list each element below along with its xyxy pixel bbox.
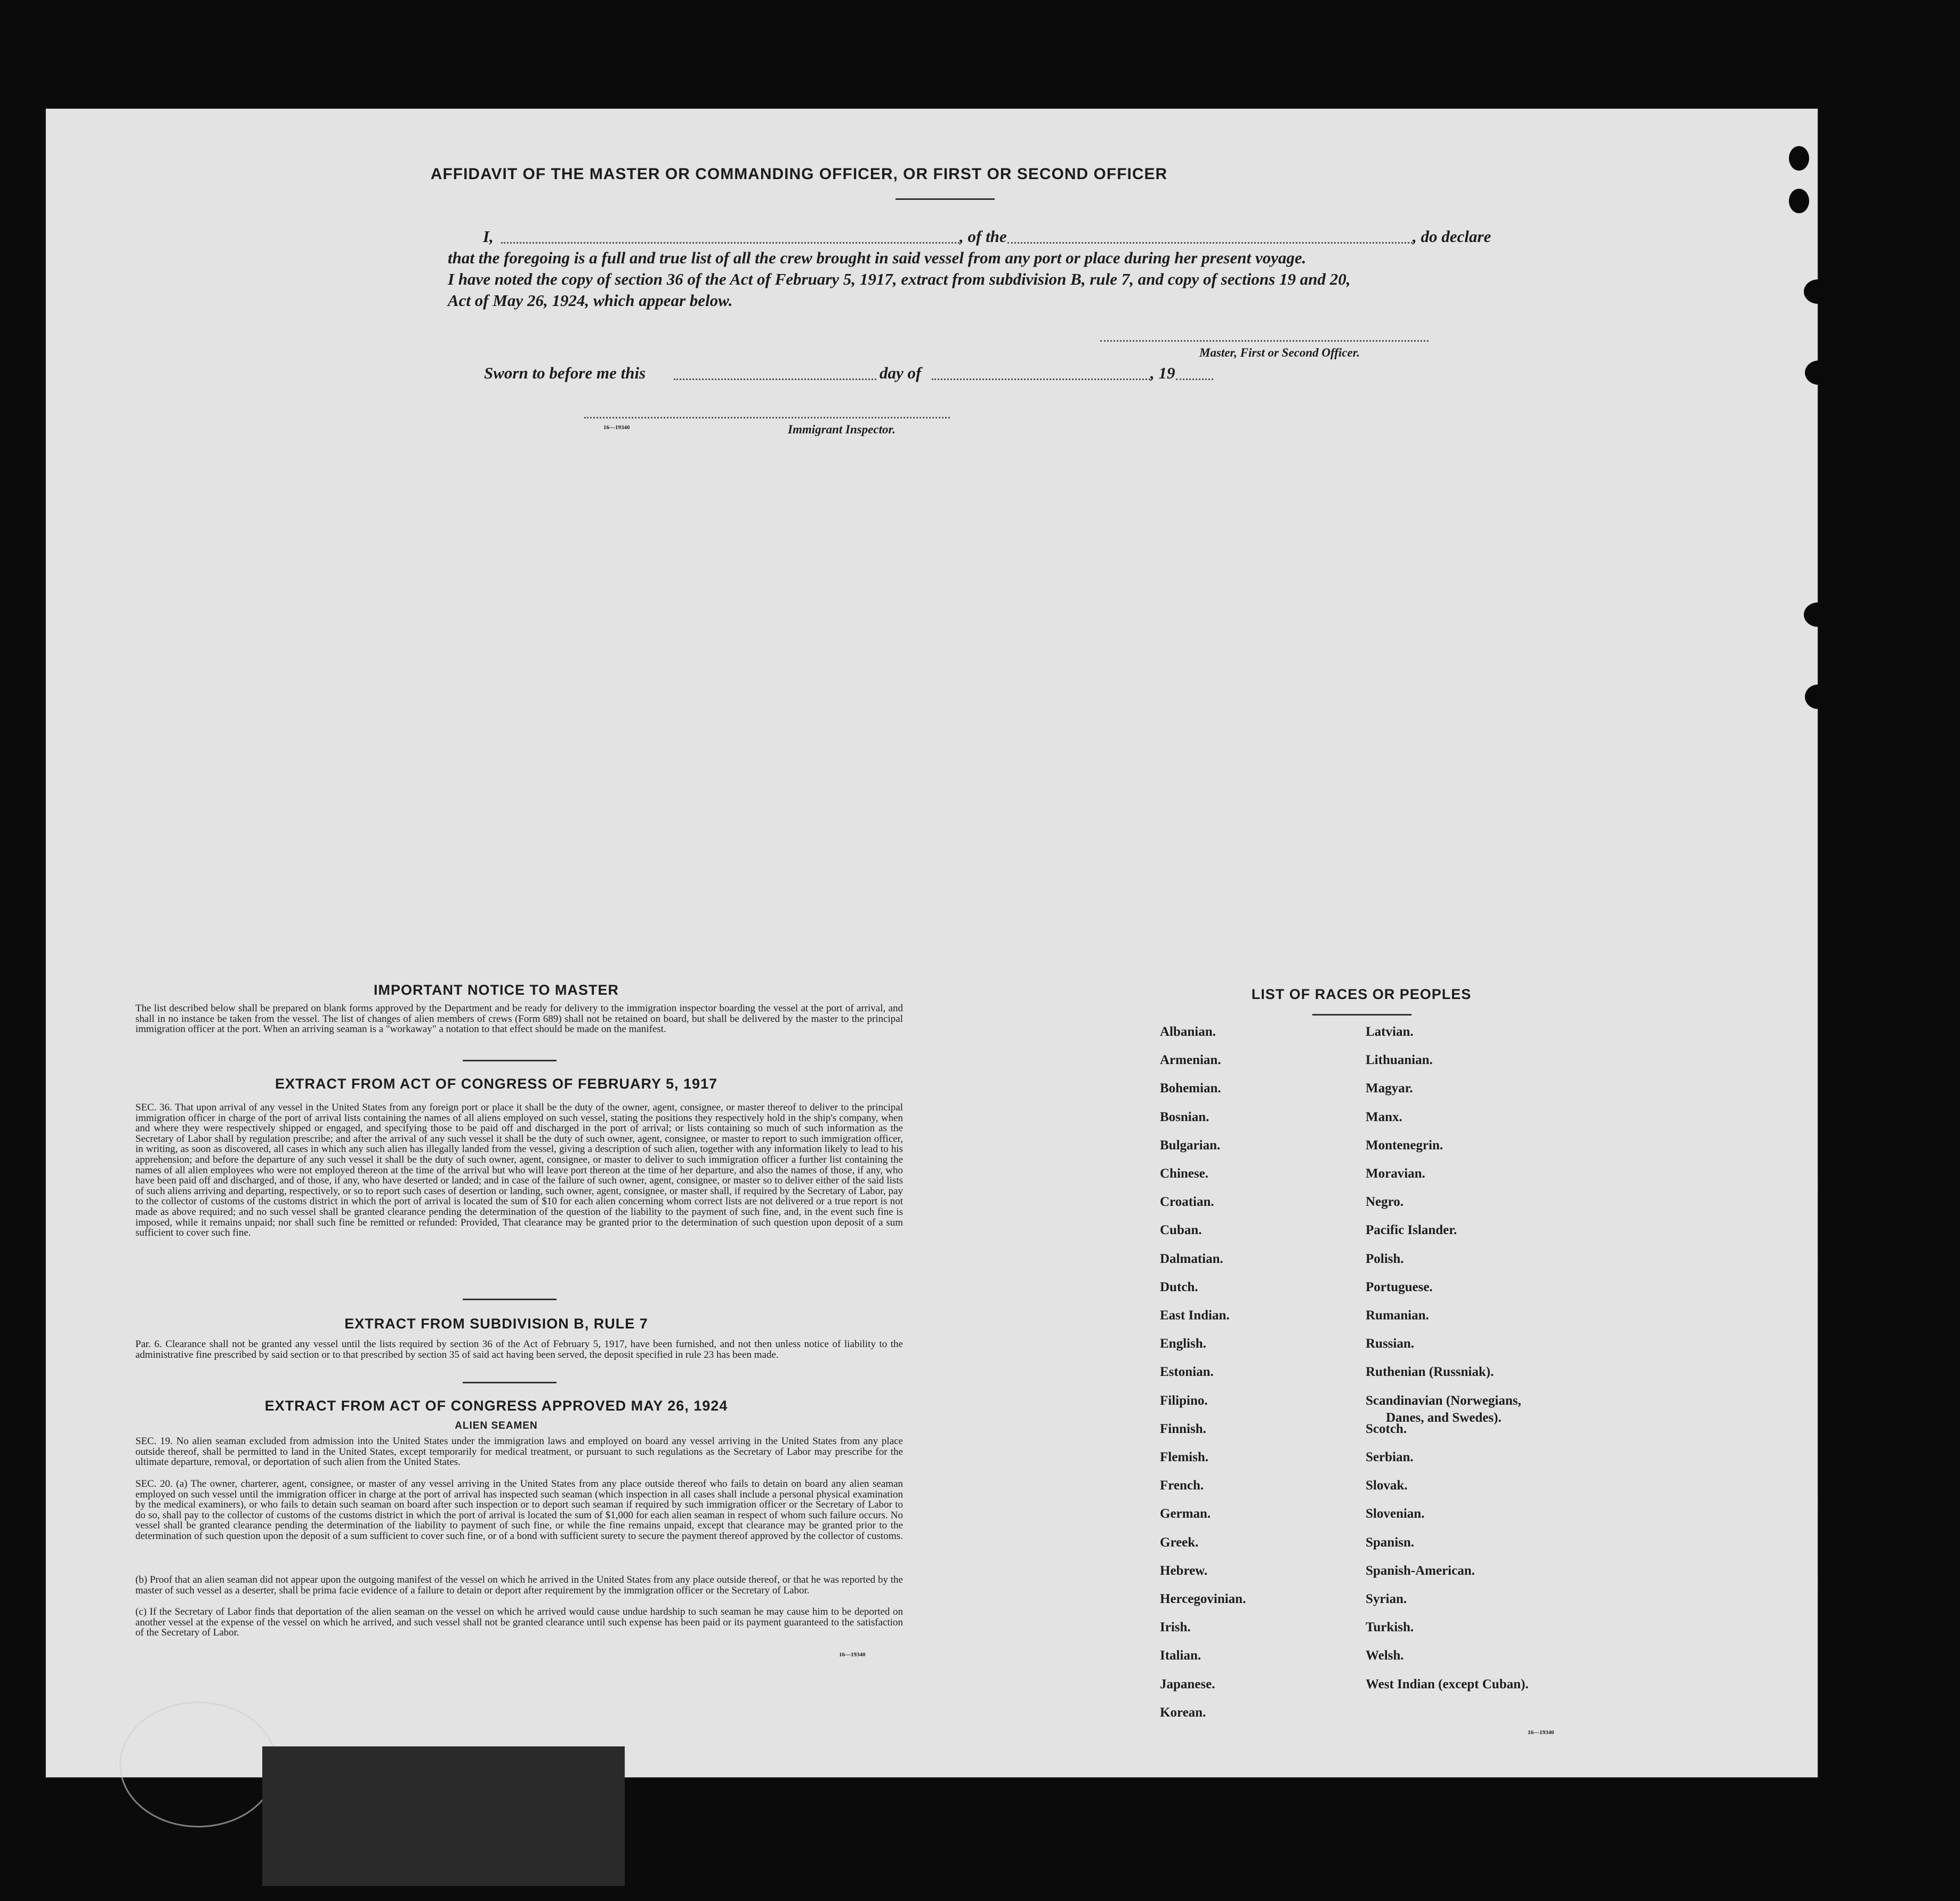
race-entry: Latvian.	[1366, 1025, 1414, 1039]
race-entry: Moravian.	[1366, 1166, 1425, 1181]
binder-hole	[1804, 602, 1833, 627]
race-entry: Korean.	[1160, 1705, 1206, 1720]
race-entry: Bohemian.	[1160, 1081, 1221, 1096]
binder-hole	[1805, 360, 1834, 385]
inspector-caption: Immigrant Inspector.	[788, 423, 896, 436]
race-entry: Portuguese.	[1366, 1279, 1433, 1294]
section-rule	[463, 1382, 556, 1383]
race-entry: Negro.	[1366, 1195, 1404, 1210]
race-entry: Estonian.	[1160, 1365, 1214, 1380]
race-entry: Scotch.	[1366, 1421, 1407, 1436]
affidavit-line-3: Act of May 26, 1924, which appear below.	[448, 291, 733, 310]
binder-hole	[1789, 189, 1809, 213]
race-entry: German.	[1160, 1507, 1211, 1521]
sec-20a-text: SEC. 20. (a) The owner, charterer, agent, consignee, or master of any vessel arriving in the United States from any place outside thereof who fails to detain on board any alien seaman employed on such vessel until the immigration officer in charge at the port of arrival has inspected such seaman (which inspection in all cases shall include a personal physical examination by the medical examiners), or who fails to detain such seaman on board after such inspection or to deport such seaman if required by such immigration officer or the Secretary of Labor to do so, shall pay to the collector of customs of the customs district in which the port of arrival is located the sum of $1,000 for each alien seaman in respect of whom such failure occurs. No vessel shall be granted clearance pending the determination of the liability to payment of such fine, or while the fine remains unpaid, except that clearance may be granted prior to the determination of such question upon the deposit of a sum sufficient to cover such fine, or of a bond with sufficient surety to secure the payment thereof approved by the collector of customs.	[135, 1478, 903, 1542]
race-entry: Spanish-American.	[1366, 1563, 1475, 1578]
extract-1917-title: EXTRACT FROM ACT OF CONGRESS OF FEBRUARY 5, 1917	[275, 1076, 718, 1092]
race-entry: Albanian.	[1160, 1025, 1216, 1039]
do-declare-label: , do declare	[1413, 227, 1491, 246]
race-entry: Bulgarian.	[1160, 1138, 1221, 1153]
races-title-rule	[1312, 1014, 1411, 1016]
year-blank	[1176, 378, 1213, 380]
embossed-seal	[119, 1702, 277, 1827]
race-entry: Armenian.	[1160, 1053, 1221, 1068]
race-entry: Slovak.	[1366, 1478, 1408, 1493]
race-entry: Irish.	[1160, 1620, 1191, 1635]
race-entry: Bosnian.	[1160, 1109, 1209, 1124]
affiant-name-blank	[501, 242, 959, 244]
sworn-month-blank	[932, 378, 1150, 380]
signature-caption: Master, First or Second Officer.	[1199, 346, 1360, 359]
extract-1924-title: EXTRACT FROM ACT OF CONGRESS APPROVED MAY 26, 1924	[264, 1398, 728, 1414]
race-entry: Slovenian.	[1366, 1507, 1425, 1521]
race-entry: Croatian.	[1160, 1195, 1214, 1210]
race-entry: Flemish.	[1160, 1450, 1208, 1464]
race-entry: English.	[1160, 1336, 1206, 1351]
subdivision-title: EXTRACT FROM SUBDIVISION B, RULE 7	[344, 1316, 648, 1332]
day-of-label: day of	[880, 364, 922, 382]
section-rule	[463, 1060, 556, 1061]
document-page	[45, 108, 1819, 1778]
race-entry: Finnish.	[1160, 1421, 1206, 1436]
binder-hole	[1789, 146, 1809, 171]
race-entry: Italian.	[1160, 1648, 1201, 1663]
affiant-label: I,	[483, 227, 494, 246]
race-entry: Hercegovinian.	[1160, 1592, 1246, 1606]
of-the-label: , of the	[959, 227, 1007, 246]
subdivision-body: Par. 6. Clearance shall not be granted any vessel until the lists required by section 36 of the Act of February 5, 1917, have been furnished, and not then unless notice of liability to the administrative fine prescribed by said section or to that prescribed by section 35 of said act having been served, the deposit specified in rule 23 has been made.	[135, 1339, 903, 1360]
race-entry: Lithuanian.	[1366, 1053, 1433, 1068]
race-entry: Ruthenian (Russniak).	[1366, 1365, 1494, 1380]
race-entry: Hebrew.	[1160, 1563, 1208, 1578]
sec-19-text: SEC. 19. No alien seaman excluded from admission into the United States under the immigration laws and employed on board any vessel arriving in the United States from any place outside thereof, shall be permitted to land in the United States, except temporarily for medical treatment, or pursuant to such regulations as the Secretary of Labor may prescribe for the ultimate departure, removal, or deportation of such alien from the United States.	[135, 1436, 903, 1468]
race-entry: Cuban.	[1160, 1223, 1202, 1238]
race-entry: Filipino.	[1160, 1393, 1208, 1408]
binder-hole	[1819, 1252, 1839, 1276]
races-title: LIST OF RACES OR PEOPLES	[1251, 986, 1472, 1002]
notice-body: The list described below shall be prepared on blank forms approved by the Department and be ready for delivery to the immigration inspector boarding the vessel at the port of arrival, and shall in no instance be taken from the vessel. The list of changes of alien members of crews (Form 689) shall not be retained on board, but shall be delivered by the master to the principal immigration officer at the port. When an arriving seaman is a "workaway" a notation to that effect should be made on the manifest.	[135, 1003, 903, 1035]
race-entry: Montenegrin.	[1366, 1138, 1443, 1153]
race-entry: Dalmatian.	[1160, 1251, 1223, 1266]
binder-hole	[1804, 279, 1833, 304]
form-code: 16—19340	[839, 1652, 866, 1658]
affidavit-line-1: that the foregoing is a full and true list of all the crew brought in said vessel from any port or place during her present voyage.	[448, 248, 1306, 267]
race-entry: Japanese.	[1160, 1677, 1215, 1691]
race-entry: Serbian.	[1366, 1450, 1414, 1464]
inspector-signature-blank	[584, 417, 950, 418]
affidavit-title: AFFIDAVIT OF THE MASTER OR COMMANDING OFFICER, OR FIRST OR SECOND OFFICER	[430, 165, 1168, 183]
race-entry: East Indian.	[1160, 1308, 1230, 1323]
form-code: 16—19340	[1528, 1729, 1554, 1736]
section-rule	[463, 1299, 556, 1300]
affidavit-line-2: I have noted the copy of section 36 of the Act of February 5, 1917, extract from subdivision B, rule 7, and copy of sections 19 and 20,	[448, 270, 1351, 288]
race-entry: Greek.	[1160, 1535, 1199, 1550]
alien-seamen-subtitle: ALIEN SEAMEN	[455, 1420, 538, 1431]
vessel-name-blank	[1007, 242, 1413, 244]
race-entry: Syrian.	[1366, 1592, 1407, 1606]
binder-hole	[1819, 1568, 1839, 1593]
race-entry: Russian.	[1366, 1336, 1415, 1351]
race-entry: West Indian (except Cuban).	[1366, 1677, 1529, 1691]
race-entry: Scandinavian (Norwegians,	[1366, 1393, 1521, 1408]
notice-title: IMPORTANT NOTICE TO MASTER	[374, 982, 619, 998]
race-entry: Polish.	[1366, 1251, 1404, 1266]
race-entry: Rumanian.	[1366, 1308, 1429, 1323]
form-code: 16—19340	[603, 424, 630, 431]
race-entry: Spanisn.	[1366, 1535, 1415, 1550]
race-entry: Pacific Islander.	[1366, 1223, 1457, 1238]
race-entry: Magyar.	[1366, 1081, 1413, 1096]
binder-hole	[1805, 684, 1832, 709]
sworn-label: Sworn to before me this	[484, 364, 646, 382]
binder-hole	[1819, 1489, 1839, 1514]
year-label: , 19	[1150, 364, 1175, 382]
race-entry: Danes, and Swedes).	[1386, 1410, 1502, 1425]
sec-20b-text: (b) Proof that an alien seaman did not appear upon the outgoing manifest of the vessel on which he arrived in the United States from any place outside thereof, or that he was reported by the master of such vessel as a deserter, shall be prima facie evidence of a failure to detain or deport after requirement by the immigration officer or the Secretary of Labor.	[135, 1574, 903, 1596]
race-entry: Chinese.	[1160, 1166, 1208, 1181]
race-entry: Turkish.	[1366, 1620, 1414, 1635]
race-entry: French.	[1160, 1478, 1204, 1493]
race-entry: Dutch.	[1160, 1279, 1198, 1294]
extract-1917-body: SEC. 36. That upon arrival of any vessel in the United States from any foreign port or place it shall be the duty of the owner, agent, consignee, or master thereof to deliver to the principal immigration officer in charge of the port of arrival lists containing the names of all aliens employed on such vessel, stating the positions they respectively hold in the ship's company, when and where they were respectively shipped or engaged, and specifying those to be paid off and discharged in the port of arrival; or lists containing so much of such information as the Secretary of Labor shall by regulation prescribe; and after the arrival of any such vessel it shall be the duty of such owner, agent, consignee, or master to report to such immigration officer, in writing, as soon as discovered, all cases in which any such alien has illegally landed from the vessel, giving a description of such alien, together with any information likely to lead to his apprehension; and before the departure of any such vessel it shall be the duty of such owner, agent, consignee, or master to deliver to such immigration officer a further list containing the names of all alien employees who were not employed thereon at the time of the arrival but who will leave port thereon at the time of her departure, and also the names of those, if any, who have been paid off and discharged, and of those, if any, who have deserted or landed; and in case of the failure of such owner, agent, consignee, or master so to deliver either of the said lists of such aliens arriving and departing, respectively, or so to report such cases of desertion or landing, such owner, agent, consignee, or master shall, if required by the Secretary of Labor, pay to the collector of customs of the customs district in which the port of arrival is located the sum of $10 for each alien concerning whom correct lists are not delivered or a true report is not made as above required; and no such vessel shall be granted clearance pending the determination of the question of the liability to the payment of such fine, and, in the event such fine is imposed, while it remains unpaid; nor shall such fine be remitted or refunded: Provided, That clearance may be granted prior to the determination of such question upon deposit of a sum sufficient to cover such fine.	[135, 1102, 903, 1239]
redaction-stain	[262, 1746, 625, 1886]
sec-20c-text: (c) If the Secretary of Labor finds that deportation of the alien seaman on the vessel on which he arrived would cause undue hardship to such seaman he may cause him to be deported on another vessel at the expense of the vessel on which he arrived, and such vessel shall not be granted clearance until such expense has been paid or its payment guaranteed to the satisfaction of the Secretary of Labor.	[135, 1606, 903, 1639]
binder-hole	[1819, 1174, 1839, 1198]
title-rule	[896, 198, 995, 200]
sworn-day-blank	[674, 378, 876, 380]
race-entry: Manx.	[1366, 1109, 1402, 1124]
race-entry: Welsh.	[1366, 1648, 1404, 1663]
signature-blank	[1100, 340, 1429, 342]
